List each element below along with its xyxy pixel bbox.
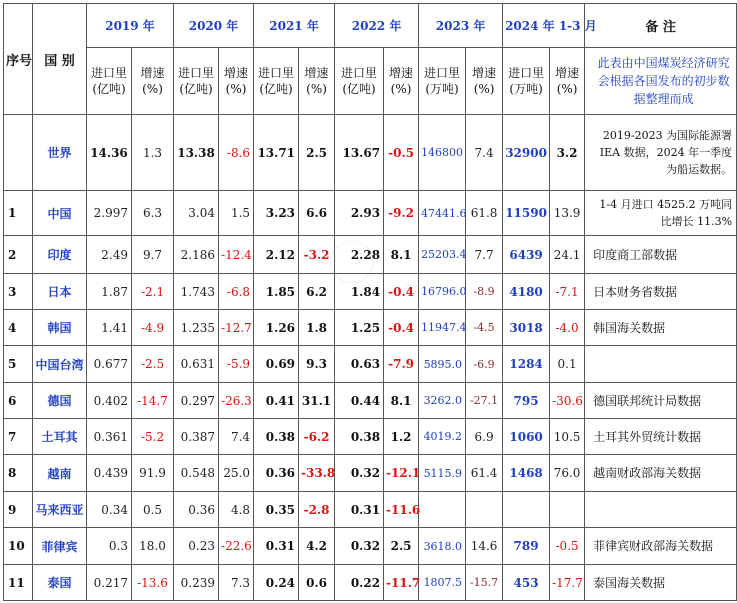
header-2022: 2022 年 <box>335 4 419 48</box>
cell-v2019: 2.49 <box>87 236 132 274</box>
cell-g2021: 2.5 <box>299 115 335 191</box>
cell-v2019: 0.677 <box>87 346 132 383</box>
cell-g2020: -12.7 <box>219 310 254 346</box>
cell-g2021: 4.2 <box>299 528 335 565</box>
cell-v2024 <box>503 492 550 528</box>
row-index: 6 <box>4 383 33 419</box>
cell-v2022: 0.38 <box>335 419 384 455</box>
cell-v2021: 13.71 <box>254 115 299 191</box>
cell-v2019: 0.3 <box>87 528 132 565</box>
subheader-import-2019: 进口里 (亿吨) <box>87 48 132 115</box>
cell-v2022: 0.44 <box>335 383 384 419</box>
cell-v2023: 4019.2 <box>419 419 466 455</box>
subheader-import-2023: 进口里 (万吨) <box>419 48 466 115</box>
cell-v2020: 0.387 <box>174 419 219 455</box>
header-2021: 2021 年 <box>254 4 335 48</box>
cell-g2020: -5.9 <box>219 346 254 383</box>
cell-v2023: 16796.0 <box>419 274 466 310</box>
row-note: 菲律宾财政部海关数据 <box>585 528 737 565</box>
cell-g2022: 8.1 <box>384 383 419 419</box>
header-notes: 备 注 <box>585 4 737 48</box>
header-source-note: 此表由中国煤炭经济研究会根据各国发布的初步数据整理而成 <box>585 48 737 115</box>
row-note: 韩国海关数据 <box>585 310 737 346</box>
cell-v2024: 11590 <box>503 191 550 236</box>
country-name: 印度 <box>33 236 87 274</box>
country-name: 中国 <box>33 191 87 236</box>
cell-v2020: 1.235 <box>174 310 219 346</box>
row-note <box>585 346 737 383</box>
cell-v2023: 25203.4 <box>419 236 466 274</box>
header-2020: 2020 年 <box>174 4 254 48</box>
cell-v2024: 1284 <box>503 346 550 383</box>
cell-g2022: 8.1 <box>384 236 419 274</box>
table-row <box>4 310 737 346</box>
country-name: 土耳其 <box>33 419 87 455</box>
cell-v2020: 0.23 <box>174 528 219 565</box>
cell-g2019: 1.3 <box>132 115 174 191</box>
cell-v2021: 0.35 <box>254 492 299 528</box>
subheader-import-2022: 进口里 (亿吨) <box>335 48 384 115</box>
cell-v2024: 453 <box>503 565 550 601</box>
cell-g2019: -5.2 <box>132 419 174 455</box>
cell-g2024: -7.1 <box>550 274 585 310</box>
cell-g2024: -4.0 <box>550 310 585 346</box>
country-name: 中国台湾 <box>33 346 87 383</box>
cell-v2024: 1060 <box>503 419 550 455</box>
cell-g2020: 4.8 <box>219 492 254 528</box>
cell-v2019: 0.402 <box>87 383 132 419</box>
cell-g2020: -22.6 <box>219 528 254 565</box>
cell-v2021: 0.24 <box>254 565 299 601</box>
cell-g2019: -2.5 <box>132 346 174 383</box>
country-name: 德国 <box>33 383 87 419</box>
table-row <box>4 492 737 528</box>
subheader-growth-2022: 增速 (%) <box>384 48 419 115</box>
cell-g2023: 61.8 <box>466 191 503 236</box>
header-country: 国 别 <box>33 4 87 115</box>
cell-g2021: 9.3 <box>299 346 335 383</box>
header-seq: 序号 <box>4 4 33 115</box>
cell-g2019: -13.6 <box>132 565 174 601</box>
cell-g2020: 7.3 <box>219 565 254 601</box>
row-index <box>4 115 33 191</box>
row-index: 7 <box>4 419 33 455</box>
table-row <box>4 115 737 191</box>
cell-g2021: 0.6 <box>299 565 335 601</box>
cell-v2023: 146800 <box>419 115 466 191</box>
row-note: 德国联邦统计局数据 <box>585 383 737 419</box>
cell-v2019: 0.439 <box>87 455 132 492</box>
subheader-import-2021: 进口里 (亿吨) <box>254 48 299 115</box>
cell-g2020: -26.3 <box>219 383 254 419</box>
cell-v2021: 1.85 <box>254 274 299 310</box>
cell-g2023: 61.4 <box>466 455 503 492</box>
cell-g2022: -0.4 <box>384 310 419 346</box>
country-name: 世界 <box>33 115 87 191</box>
subheader-growth-2024: 增速 (%) <box>550 48 585 115</box>
cell-v2023 <box>419 492 466 528</box>
cell-v2020: 0.239 <box>174 565 219 601</box>
cell-g2023: -4.5 <box>466 310 503 346</box>
cell-g2020: 1.5 <box>219 191 254 236</box>
cell-v2019: 0.217 <box>87 565 132 601</box>
cell-g2024: 3.2 <box>550 115 585 191</box>
cell-v2020: 13.38 <box>174 115 219 191</box>
cell-v2021: 3.23 <box>254 191 299 236</box>
cell-v2021: 0.38 <box>254 419 299 455</box>
cell-g2023: -15.7 <box>466 565 503 601</box>
cell-v2019: 14.36 <box>87 115 132 191</box>
cell-g2020: -12.4 <box>219 236 254 274</box>
table-row <box>4 455 737 492</box>
subheader-import-2020: 进口里 (亿吨) <box>174 48 219 115</box>
cell-g2024: 0.1 <box>550 346 585 383</box>
cell-v2024: 3018 <box>503 310 550 346</box>
subheader-import-2024: 进口里 (万吨) <box>503 48 550 115</box>
header-2024: 2024 年 1-3 月 <box>503 4 585 48</box>
cell-v2024: 32900 <box>503 115 550 191</box>
row-index: 11 <box>4 565 33 601</box>
cell-g2020: 7.4 <box>219 419 254 455</box>
row-index: 4 <box>4 310 33 346</box>
cell-g2024: 76.0 <box>550 455 585 492</box>
cell-v2023: 3618.0 <box>419 528 466 565</box>
cell-v2021: 0.36 <box>254 455 299 492</box>
cell-v2023: 3262.0 <box>419 383 466 419</box>
cell-v2020: 3.04 <box>174 191 219 236</box>
row-index: 2 <box>4 236 33 274</box>
cell-g2024: 24.1 <box>550 236 585 274</box>
header-2019: 2019 年 <box>87 4 174 48</box>
cell-g2023 <box>466 492 503 528</box>
subheader-growth-2020: 增速 (%) <box>219 48 254 115</box>
cell-g2019: 9.7 <box>132 236 174 274</box>
cell-g2024: 10.5 <box>550 419 585 455</box>
cell-v2020: 2.186 <box>174 236 219 274</box>
country-name: 菲律宾 <box>33 528 87 565</box>
cell-g2024 <box>550 492 585 528</box>
cell-v2024: 1468 <box>503 455 550 492</box>
cell-g2020: -6.8 <box>219 274 254 310</box>
cell-g2022: -9.2 <box>384 191 419 236</box>
coal-import-table <box>3 3 737 601</box>
header-2023: 2023 年 <box>419 4 503 48</box>
cell-g2022: -0.4 <box>384 274 419 310</box>
cell-g2022: -11.6 <box>384 492 419 528</box>
country-name: 越南 <box>33 455 87 492</box>
cell-g2023: -8.9 <box>466 274 503 310</box>
cell-g2019: 6.3 <box>132 191 174 236</box>
row-note: 印度商工部数据 <box>585 236 737 274</box>
cell-g2022: -12.1 <box>384 455 419 492</box>
table-row <box>4 565 737 601</box>
row-note: 泰国海关数据 <box>585 565 737 601</box>
cell-g2021: -6.2 <box>299 419 335 455</box>
cell-v2022: 0.22 <box>335 565 384 601</box>
country-name: 马来西亚 <box>33 492 87 528</box>
cell-g2019: -2.1 <box>132 274 174 310</box>
cell-v2021: 0.31 <box>254 528 299 565</box>
row-index: 5 <box>4 346 33 383</box>
cell-g2019: 18.0 <box>132 528 174 565</box>
cell-v2024: 6439 <box>503 236 550 274</box>
row-index: 8 <box>4 455 33 492</box>
table-row <box>4 274 737 310</box>
cell-g2020: 25.0 <box>219 455 254 492</box>
header-row-units <box>4 48 737 115</box>
header-row-years <box>4 4 737 48</box>
cell-v2023: 11947.4 <box>419 310 466 346</box>
cell-g2023: -27.1 <box>466 383 503 419</box>
cell-v2019: 1.41 <box>87 310 132 346</box>
cell-v2023: 47441.6 <box>419 191 466 236</box>
cell-v2019: 0.361 <box>87 419 132 455</box>
cell-v2021: 0.41 <box>254 383 299 419</box>
cell-g2019: 0.5 <box>132 492 174 528</box>
cell-g2021: -33.8 <box>299 455 335 492</box>
cell-v2022: 1.25 <box>335 310 384 346</box>
cell-g2022: 2.5 <box>384 528 419 565</box>
cell-g2019: 91.9 <box>132 455 174 492</box>
row-index: 9 <box>4 492 33 528</box>
cell-v2024: 4180 <box>503 274 550 310</box>
row-index: 1 <box>4 191 33 236</box>
subheader-growth-2023: 增速 (%) <box>466 48 503 115</box>
cell-g2019: -4.9 <box>132 310 174 346</box>
cell-v2024: 789 <box>503 528 550 565</box>
cell-g2021: -3.2 <box>299 236 335 274</box>
cell-v2020: 0.297 <box>174 383 219 419</box>
country-name: 日本 <box>33 274 87 310</box>
cell-g2021: 6.2 <box>299 274 335 310</box>
cell-g2023: 6.9 <box>466 419 503 455</box>
cell-v2022: 2.28 <box>335 236 384 274</box>
cell-v2023: 5895.0 <box>419 346 466 383</box>
subheader-growth-2019: 增速 (%) <box>132 48 174 115</box>
cell-g2020: -8.6 <box>219 115 254 191</box>
cell-v2020: 0.36 <box>174 492 219 528</box>
row-index: 10 <box>4 528 33 565</box>
table-row <box>4 346 737 383</box>
subheader-growth-2021: 增速 (%) <box>299 48 335 115</box>
cell-g2022: -0.5 <box>384 115 419 191</box>
cell-g2021: 6.6 <box>299 191 335 236</box>
cell-v2024: 795 <box>503 383 550 419</box>
cell-v2020: 1.743 <box>174 274 219 310</box>
cell-g2023: 7.7 <box>466 236 503 274</box>
cell-v2021: 0.69 <box>254 346 299 383</box>
row-note: 越南财政部海关数据 <box>585 455 737 492</box>
cell-v2022: 0.32 <box>335 455 384 492</box>
cell-v2022: 2.93 <box>335 191 384 236</box>
cell-g2023: -6.9 <box>466 346 503 383</box>
cell-g2021: 31.1 <box>299 383 335 419</box>
table-row <box>4 236 737 274</box>
cell-g2022: -11.7 <box>384 565 419 601</box>
table-row <box>4 191 737 236</box>
row-index: 3 <box>4 274 33 310</box>
cell-g2024: -0.5 <box>550 528 585 565</box>
row-note: 日本财务省数据 <box>585 274 737 310</box>
table-row <box>4 528 737 565</box>
row-note <box>585 492 737 528</box>
cell-g2024: -30.6 <box>550 383 585 419</box>
cell-v2022: 0.32 <box>335 528 384 565</box>
cell-v2019: 0.34 <box>87 492 132 528</box>
cell-v2020: 0.631 <box>174 346 219 383</box>
cell-v2019: 1.87 <box>87 274 132 310</box>
cell-v2021: 1.26 <box>254 310 299 346</box>
cell-g2024: 13.9 <box>550 191 585 236</box>
cell-g2019: -14.7 <box>132 383 174 419</box>
row-note: 土耳其外贸统计数据 <box>585 419 737 455</box>
table-row <box>4 419 737 455</box>
cell-v2022: 0.63 <box>335 346 384 383</box>
cell-v2022: 0.31 <box>335 492 384 528</box>
row-note: 2019-2023 为国际能源署 IEA 数据，2024 年一季度为船运数据。 <box>585 115 737 191</box>
cell-g2023: 14.6 <box>466 528 503 565</box>
country-name: 韩国 <box>33 310 87 346</box>
cell-g2021: -2.8 <box>299 492 335 528</box>
cell-v2021: 2.12 <box>254 236 299 274</box>
table-row <box>4 383 737 419</box>
cell-g2022: -7.9 <box>384 346 419 383</box>
country-name: 泰国 <box>33 565 87 601</box>
cell-g2024: -17.7 <box>550 565 585 601</box>
cell-g2022: 1.2 <box>384 419 419 455</box>
cell-v2020: 0.548 <box>174 455 219 492</box>
cell-v2019: 2.997 <box>87 191 132 236</box>
cell-g2023: 7.4 <box>466 115 503 191</box>
row-note: 1-4 月进口 4525.2 万吨同比增长 11.3% <box>585 191 737 236</box>
cell-v2023: 1807.5 <box>419 565 466 601</box>
cell-v2023: 5115.9 <box>419 455 466 492</box>
cell-v2022: 1.84 <box>335 274 384 310</box>
cell-g2021: 1.8 <box>299 310 335 346</box>
cell-v2022: 13.67 <box>335 115 384 191</box>
